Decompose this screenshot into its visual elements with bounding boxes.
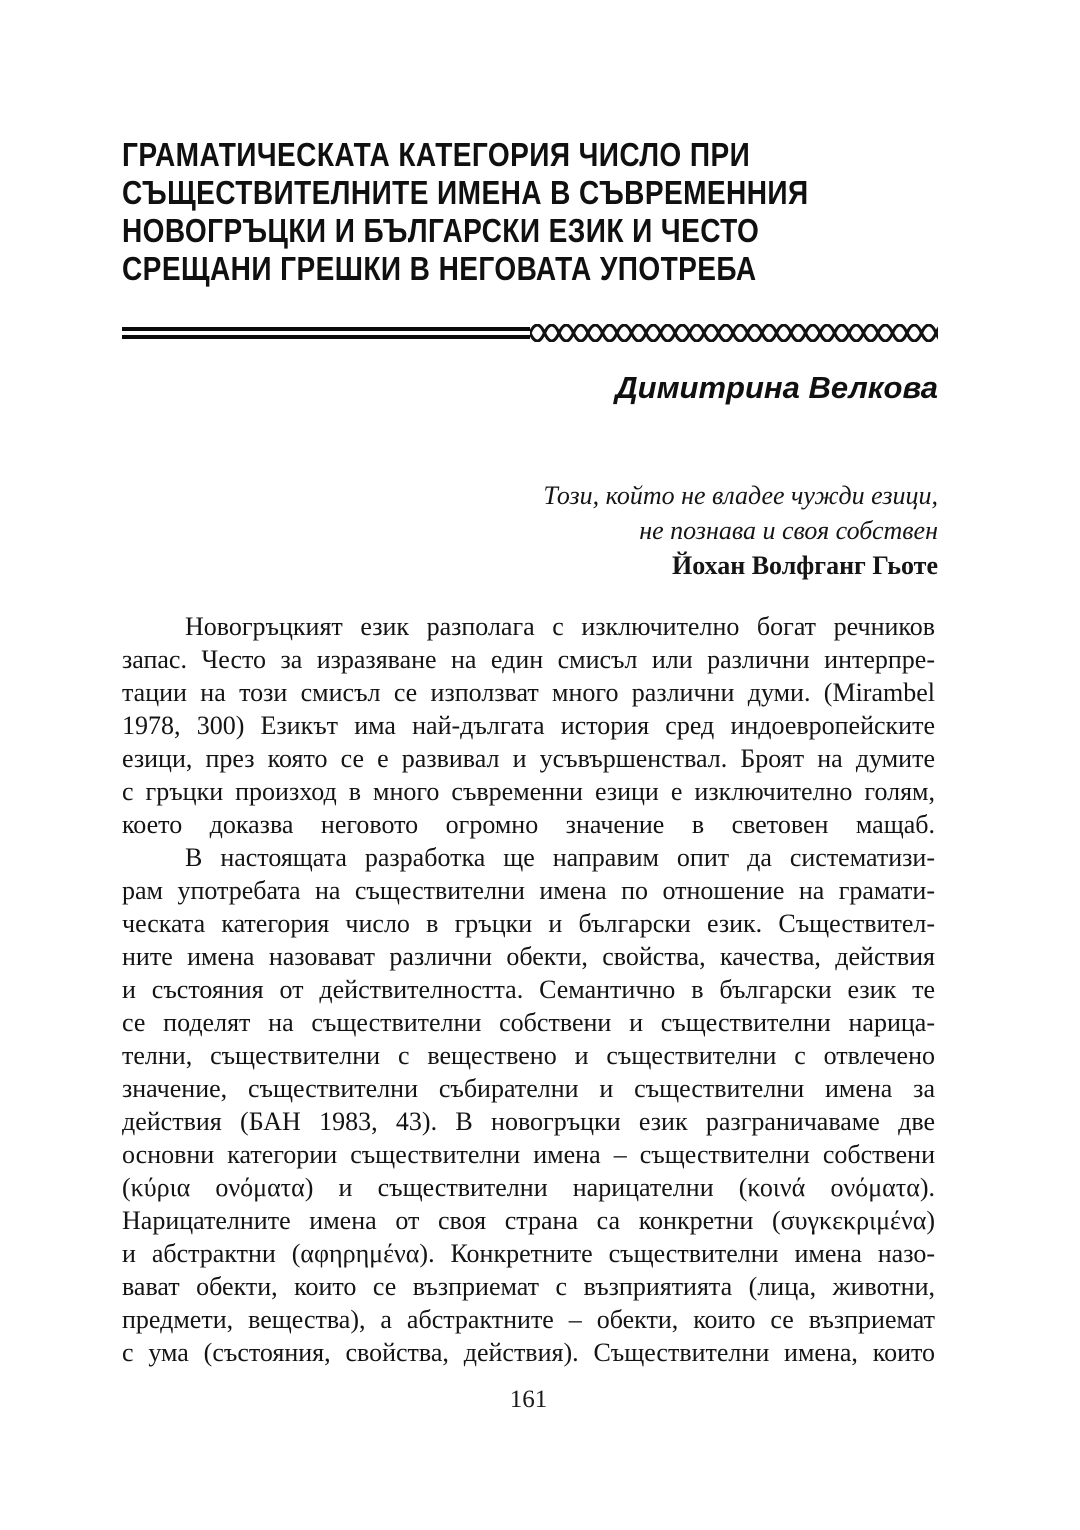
body-line: тации на този смисъл се използват много различни думи. (Mirambel — [122, 678, 935, 707]
body-line: рам употребата на съществителни имена по отношение на грамати- — [122, 876, 935, 905]
body-line: и абстрактни (αφηρημένα). Конкретните съществителни имена назо- — [122, 1239, 935, 1268]
body-line: Новогръцкият език разполага с изключително богат речников — [185, 612, 935, 641]
body-text — [122, 610, 935, 1369]
body-line: основни категории съществителни имена – съществителни собствени — [122, 1140, 935, 1169]
title-line: ГРАМАТИЧЕСКАТА КАТЕГОРИЯ ЧИСЛО ПРИ — [122, 136, 751, 173]
body-line: 1978, 300) Езикът има най-дългата история сред индоевропейските — [122, 711, 935, 740]
rope-ornament-icon — [530, 324, 938, 342]
epigraph-line: не познава и своя собствен — [639, 516, 938, 545]
body-line: действия (БАН 1983, 43). В новогръцки език разграничаваме две — [122, 1107, 935, 1136]
body-line: което доказва неговото огромно значение в световен мащаб. — [122, 810, 935, 839]
body-line: В настоящата разработка ще направим опит да систематизи- — [185, 843, 935, 872]
epigraph-attribution: Йохан Волфганг Гьоте — [671, 551, 938, 580]
title-line: СРЕЩАНИ ГРЕШКИ В НЕГОВАТА УПОТРЕБА — [122, 250, 757, 287]
title-line: СЪЩЕСТВИТЕЛНИТЕ ИМЕНА В СЪВРЕМЕННИЯ — [122, 174, 809, 211]
body-line: с ума (състояния, свойства, действия). Съществителни имена, които — [122, 1338, 935, 1367]
title-divider — [122, 324, 938, 342]
body-line: (κύρια ονόματα) и съществителни нарицателни (κοινά ονόματα). — [122, 1173, 935, 1202]
body-line: запас. Често за изразяване на един смисъл или различни интерпре- — [122, 645, 935, 674]
paragraph — [122, 841, 935, 1369]
page-number: 161 — [509, 1386, 548, 1413]
double-rule — [122, 327, 530, 339]
article-title — [122, 136, 942, 288]
body-line: се поделят на съществителни собствени и съществителни нарица- — [122, 1008, 935, 1037]
body-line: ните имена назовават различни обекти, свойства, качества, действия — [122, 942, 935, 971]
author-name: Димитрина Велкова — [615, 370, 938, 405]
body-line: предмети, вещества), а абстрактните – обекти, които се възприемат — [122, 1305, 935, 1334]
body-line: с гръцки произход в много съвременни езици е изключително голям, — [122, 777, 935, 806]
body-line: вават обекти, които се възприемат с възприятията (лица, животни, — [122, 1272, 935, 1301]
title-line: НОВОГРЪЦКИ И БЪЛГАРСКИ ЕЗИК И ЧЕСТО — [122, 212, 760, 249]
body-line: езици, през която се е развивал и усъвършенствал. Броят на думите — [122, 744, 935, 773]
paragraph — [122, 610, 935, 841]
body-line: Нарицателните имена от своя страна са конкретни (συγκεκριμένα) — [122, 1206, 935, 1235]
body-line: телни, съществителни с веществено и съществителни с отвлечено — [122, 1041, 935, 1070]
body-line: значение, съществителни събирателни и съществителни имена за — [122, 1074, 935, 1103]
epigraph — [122, 478, 938, 583]
epigraph-line: Този, който не владее чужди езици, — [543, 481, 938, 510]
body-line: и състояния от действителността. Семантично в български език те — [122, 975, 935, 1004]
body-line: ческата категория число в гръцки и български език. Съществител- — [122, 909, 935, 938]
